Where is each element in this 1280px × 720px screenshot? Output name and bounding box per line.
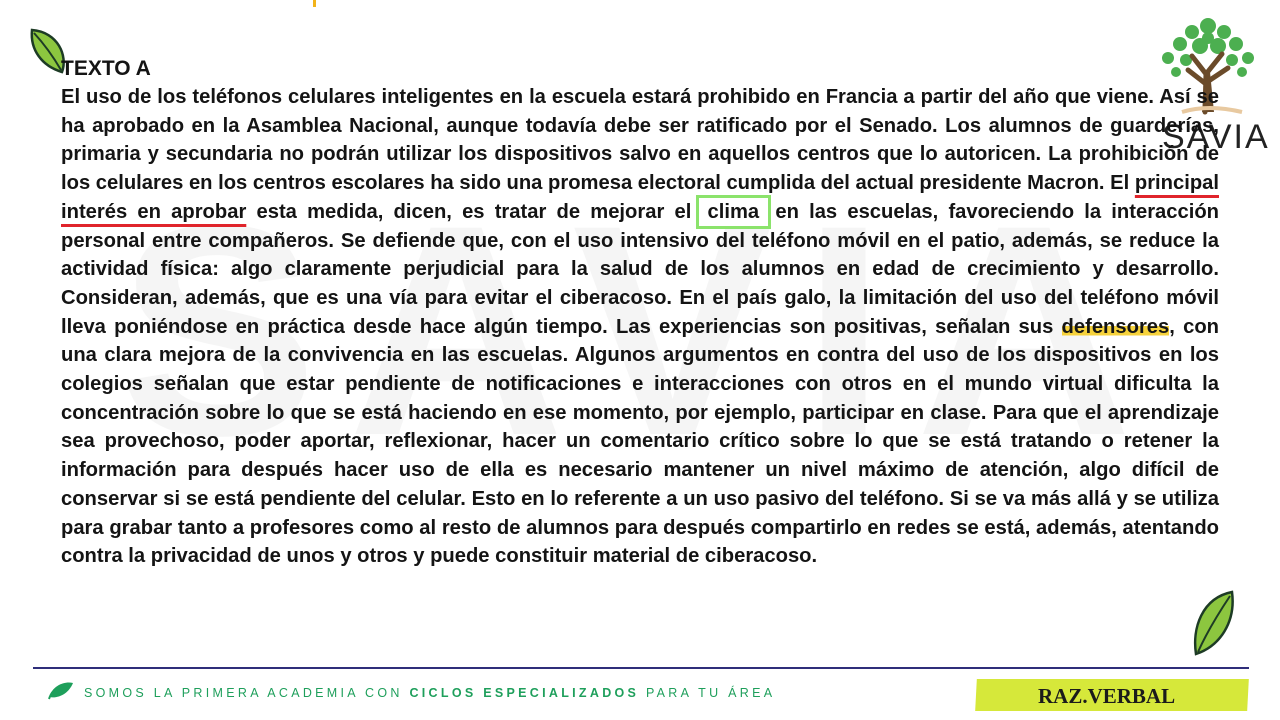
- footer-divider: [33, 667, 1249, 669]
- reading-text: [61, 55, 1219, 571]
- leaf-icon: [47, 681, 75, 706]
- course-badge-label: RAZ.VERBAL: [1038, 684, 1176, 708]
- footer-slogan: [84, 686, 775, 700]
- paragraph-part-3: en las escuelas, favoreciendo la interacción personal entre compañeros. Se defiende que, con el uso intensivo del teléfono móvil en el patio, además, se reduce la actividad física: algo claramente perjudicial para la salud de los alumnos en edad de crecimiento y desarrollo. Consideran, además, que es una vía para evitar el ciberacoso. En el país galo, la limitación del uso del teléfono móvil lleva poniéndose en práctica desde hace algún tiempo. Las experiencias son positivas, señalan sus: [61, 200, 1219, 338]
- slogan-emphasis: CICLOS ESPECIALIZADOS: [409, 686, 640, 700]
- paragraph-part-2: esta medida, dicen, es tratar de mejorar el: [246, 200, 692, 223]
- green-boxed-word: clima: [702, 201, 766, 223]
- leaf-icon: [1190, 588, 1238, 663]
- red-underline-phrase: principal interés en aprobar: [61, 172, 1219, 223]
- paragraph-part-1: El uso de los teléfonos celulares inteligentes en la escuela estará prohibido en Francia a partir del año que viene. Así se ha aprobado en la Asamblea Nacional, aunque todavía debe ser ratificado por el Senado. Los alumnos de guarderías, primaria y secundaria no podrán utilizar los dispositivos salvo en aquellos centros que lo autoricen. La prohibición de los celulares en los centros escolares ha sido una promesa electoral cumplida del actual presidente Macron. El: [61, 86, 1219, 195]
- logo-wordmark: SAVIA: [1162, 118, 1270, 156]
- cursor-mark: [313, 0, 316, 7]
- yellow-highlighted-word: defensores: [1061, 315, 1170, 338]
- slogan-start: SOMOS LA PRIMERA ACADEMIA CON: [84, 686, 410, 700]
- text-title: TEXTO A: [61, 57, 151, 80]
- paragraph-part-4: , con una clara mejora de la convivencia en las escuelas. Algunos argumentos en contra del uso de los dispositivos en los colegios señalan que estar pendiente de notificaciones e interacciones con otros en el mundo virtual dificulta la concentración sobre lo que se está haciendo en ese momento, por ejemplo, participar en clase. Para que el aprendizaje sea provechoso, poder aportar, reflexionar, hacer un comentario crítico sobre lo que se está tratando o retener la información para después hacer uso de ella es necesario mantener un nivel máximo de atención, algo difícil de conservar si se está pendiente del celular. Esto en lo referente a un uso pasivo del teléfono. Si se va más allá y se utiliza para grabar tanto a profesores como al resto de alumnos para después compartirlo en redes se está, además, atentando contra la privacidad de unos y otros y puede constituir material de ciberacoso.: [61, 315, 1220, 568]
- slogan-end: PARA TU ÁREA: [639, 686, 776, 700]
